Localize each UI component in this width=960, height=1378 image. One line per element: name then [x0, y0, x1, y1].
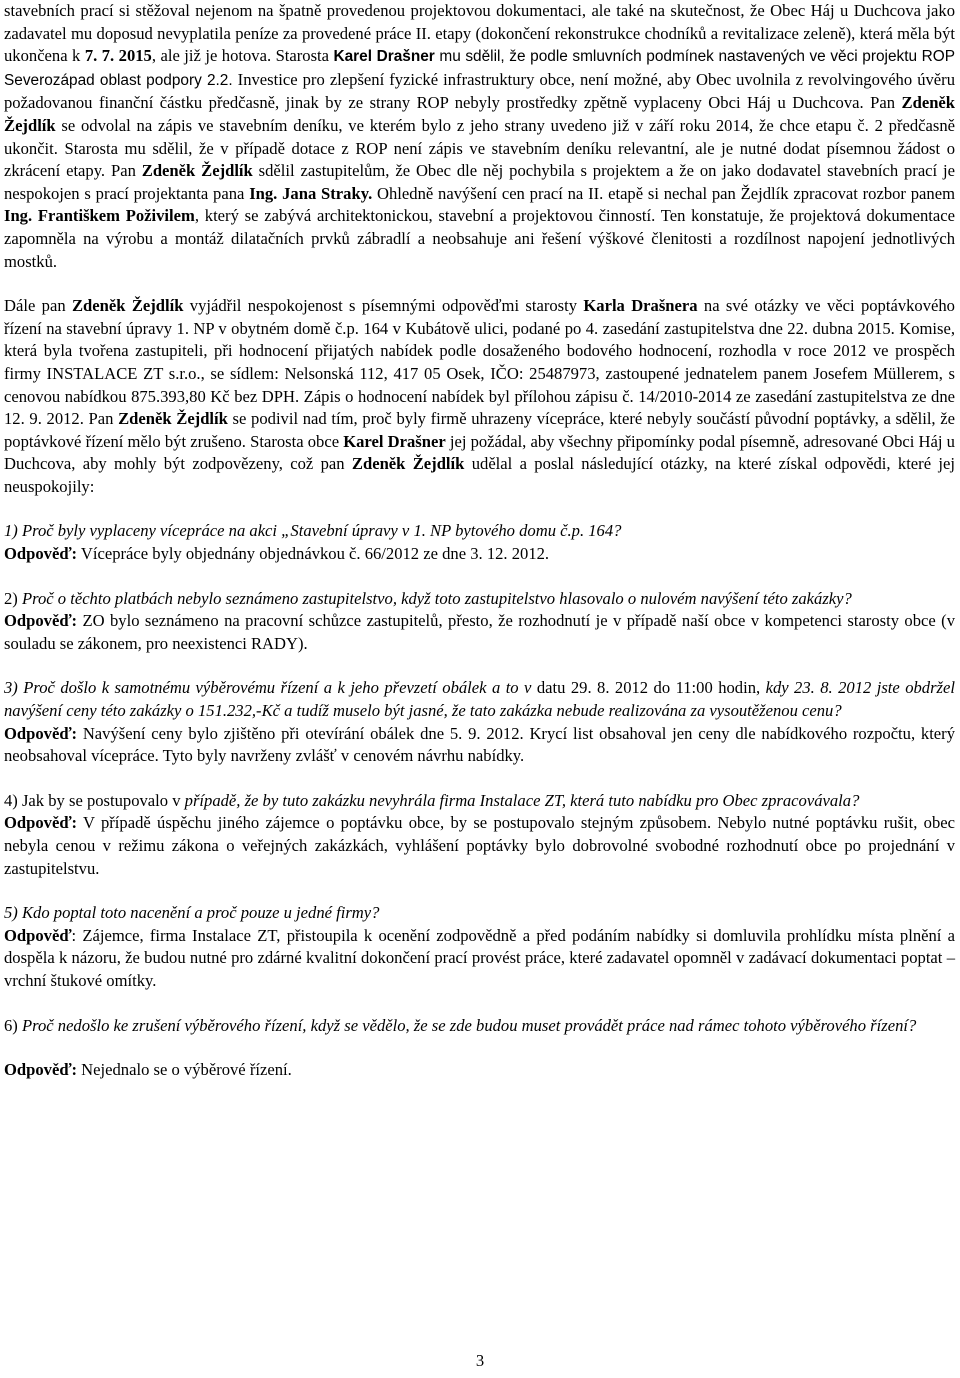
answer-text: Nejednalo se o výběrové řízení. — [77, 1060, 292, 1080]
question-5 — [4, 902, 955, 992]
text-span: se odvolal na zápis ve stavebním deníku, ve kterém bylo z jeho strany uvedeno již v září roku 2014, že chce etapu č. 2 předčasně ukončit. — [4, 115, 955, 158]
question-text: kdy 23. 8. 2012 jste obdržel navýšení ceny této zakázky o 151.232,-Kč a tudíž muselo být jasné, že tato zakázka nebude realizována za vysoutěženou cenu? — [4, 678, 955, 721]
answer-label: Odpověď: — [4, 544, 78, 564]
answer-text: : Zájemce, firma Instalace ZT, přistoupila k ocenění zodpovědně a před podáním nabídky si domluvila prohlídku místa plnění a dospěla k názoru, že budou nutné pro zdárné kvalitní dokončení prací provést práce, které zadavatel opomněl v zadávací dokumentaci poptat – vrchní štukové omítky. — [4, 925, 955, 990]
text-span: , který se zabývá architektonickou, stavební a projektovou činností. Ten konstatuje, že projektová dokumentace zapomněla na výrobu a montáž dilatačních prvků zábradlí a neobsahuje ani řešení výškové členitosti a rozdílnost napojení jednotlivých mostků. — [4, 206, 955, 271]
question-text: 5) Kdo poptal toto nacenění a proč pouze u jedné firmy? — [4, 903, 380, 923]
text-span: sdělil zastupitelům, že Obec dle něj pochybila s projektem a že on jako dodavatel stavebních prací je nespokojen s prací projektanta pana — [4, 161, 956, 203]
text-span: Ohledně navýšení cen prací na II. etapě si nechal pan Žejdlík zpracovat rozbor panem — [372, 183, 955, 203]
question-6 — [4, 1015, 955, 1038]
spacer — [4, 498, 955, 520]
person-name: Zdeněk Žejdlík — [4, 93, 956, 135]
text-span: udělal a poslal následující otázky, na které získal odpovědi, které jej neuspokojily: — [4, 454, 955, 496]
answer-text: ZO bylo seznámeno na pracovní schůzce zastupitelů, přesto, že rozhodnutí je v případě naší obce v kompetenci starosty obce (v souladu se zákonem, pro neexistenci RADY). — [4, 611, 955, 653]
text-span: , ale již je hotova. Starosta — [151, 46, 334, 66]
question-text: případě, že by tuto zakázku nevyhrála firma Instalace ZT, která tuto nabídku pro Obec zpracovávala? — [184, 790, 860, 810]
text-span: Investice pro zlepšení fyzické infrastruktury obce, není možné, aby Obec uvolnila z revolvingového úvěru požadovanou finanční částku předčasně, jinak by ze strany ROP nebyly prostředky zpětně vyplaceny Obci Háj u Duchcova. — [4, 69, 955, 113]
spacer — [4, 566, 955, 588]
spacer — [4, 655, 955, 677]
person-name: Karel Drašner — [343, 431, 446, 451]
text-span: jej požádal, aby všechny připomínky podal písemně, adresované Obci Háj u Duchcova, aby mohly být zodpovězeny, což pan — [4, 431, 955, 474]
spacer — [4, 273, 955, 295]
question-text: datu 29. 8. 2012 do 11:00 hodin, — [536, 678, 761, 698]
text-span: Dále pan — [4, 296, 72, 316]
answer-label: Odpověď: — [4, 611, 78, 631]
person-name: Ing. Františkem Poživilem — [4, 206, 195, 226]
spacer — [4, 880, 955, 902]
question-3 — [4, 677, 955, 767]
person-name: Zdeněk Žejdlík — [141, 161, 253, 181]
text-span: Starosta mu sdělil, že v případě dotace z ROP není zápis ve stavebním deníku relevantní, ale je nutné dodat písemnou žádost o zkrácení etapy. — [4, 138, 955, 181]
answer-text: Navýšení ceny bylo zjištěno při otevírání obálek dne 5. 9. 2012. Krycí list obsahoval jen ceny dle nabídkového rozpočtu, který neobsahoval vícepráce. Tyto byly navrženy zvlášť v cenovém návrhu nabídky. — [4, 723, 955, 766]
text-span: mu sdělil, že podle smluvních podmínek nastavených ve věci projektu ROP Severozápad oblast podpory 2.2. — [4, 48, 956, 89]
question-number: 2) — [4, 588, 22, 608]
text-span: Komise, která byla tvořena zastupiteli, při hodnocení přijatých nabídek podle dosaženého bodového hodnocení, rozhodla v roce 2012 ve prospěch firmy INSTALACE ZT s.r.o., se sídlem: Nelsonská 112, 417 05 Osek, IČO: 25487973, zastoupené jednatelem panem Josefem Müllerem, s cenovou nabídkou 875.393,80 Kč bez DPH. Zápis o hodnocení nabídek byl přílohou zápisu č. 14/2010-2014 ze zasedání zastupitelstva ze dne 12. 9. 2012. Pan — [4, 318, 955, 429]
person-name: Zdeněk Žejdlík — [351, 454, 465, 474]
answer-label: Odpověď — [4, 925, 72, 945]
text-span: se podivil nad tím, proč byly firmě uhrazeny vícepráce, které nebyly součástí původní poptávky, a sdělil, že poptávkové řízení mělo být zrušeno. Starosta obce — [4, 409, 955, 451]
person-name: Karel Drašner — [333, 48, 435, 66]
text-span: Pan — [863, 93, 902, 113]
answer-6 — [4, 1059, 955, 1082]
spacer — [4, 1037, 955, 1059]
person-name: Karla Drašnera — [583, 296, 698, 316]
text-span: na své otázky ve věci poptávkového řízení na stavební úpravy 1. NP v obytném domě č.p. 164 v Kubátově ulici, podané po 4. zasedání zastupitelstva dne 22. dubna 2015. — [4, 296, 955, 338]
question-2 — [4, 588, 955, 656]
date-bold: 7. 7. 2015 — [84, 46, 152, 66]
question-number: 6) — [4, 1015, 22, 1035]
answer-label: Odpověď: — [4, 813, 78, 833]
page-number: 3 — [475, 1351, 485, 1370]
text-span: Pan — [105, 161, 142, 181]
text-span: stavebních prací si stěžoval nejenom na špatně provedenou projektovou dokumentaci, ale také na skutečnost, že Obec Háj u Duchcova jako zadavatel mu doposud nevyplatila peníze za provedené práce II. etapy (dokončení rekonstrukce chodníků a revitalizace zeleně), která měla být ukončena k — [4, 1, 955, 66]
answer-label: Odpověď: — [4, 1060, 78, 1080]
question-text: 3) Proč došlo k samotnému výběrovému řízení a k jeho převzetí obálek a to v — [4, 678, 537, 698]
paragraph-complaint — [4, 295, 955, 498]
spacer — [4, 993, 955, 1015]
answer-label: Odpověď: — [4, 723, 78, 743]
question-1 — [4, 520, 955, 565]
person-name: Ing. Jana Straky. — [249, 183, 373, 203]
person-name: Zdeněk Žejdlík — [118, 409, 228, 429]
person-name: Zdeněk Žejdlík — [71, 296, 184, 316]
text-span: vyjádřil nespokojenost s písemnými odpověďmi starosty — [183, 296, 584, 316]
question-4 — [4, 790, 955, 880]
question-text: Proč o těchto platbách nebylo seznámeno zastupitelstvo, když toto zastupitelstvo hlasovalo o nulovém navýšení této zakázky? — [21, 588, 852, 608]
question-number: 4) Jak by se postupovalo v — [4, 790, 185, 810]
spacer — [4, 768, 955, 790]
question-text: 1) Proč byly vyplaceny vícepráce na akci „Stavební úpravy v 1. NP bytového domu č.p. 164? — [4, 521, 622, 541]
answer-text: Vícepráce byly objednány objednávkou č. 66/2012 ze dne 3. 12. 2012. — [77, 544, 550, 564]
question-text: Proč nedošlo ke zrušení výběrového řízení, když se vědělo, že se zde budou muset provádět práce nad rámec tohoto výběrového řízení? — [21, 1015, 917, 1035]
answer-text: V případě úspěchu jiného zájemce o poptávku obce, by se postupovalo stejným způsobem. Nebylo nutné poptávku rušit, obec nebyla cenou v režimu zákona o veřejných zakázkách, vyhlášení poptávky bylo dobrovolné svobodné rozhodnutí obce po projednání v zastupitelstvu. — [4, 813, 955, 878]
paragraph-opening — [4, 0, 955, 273]
